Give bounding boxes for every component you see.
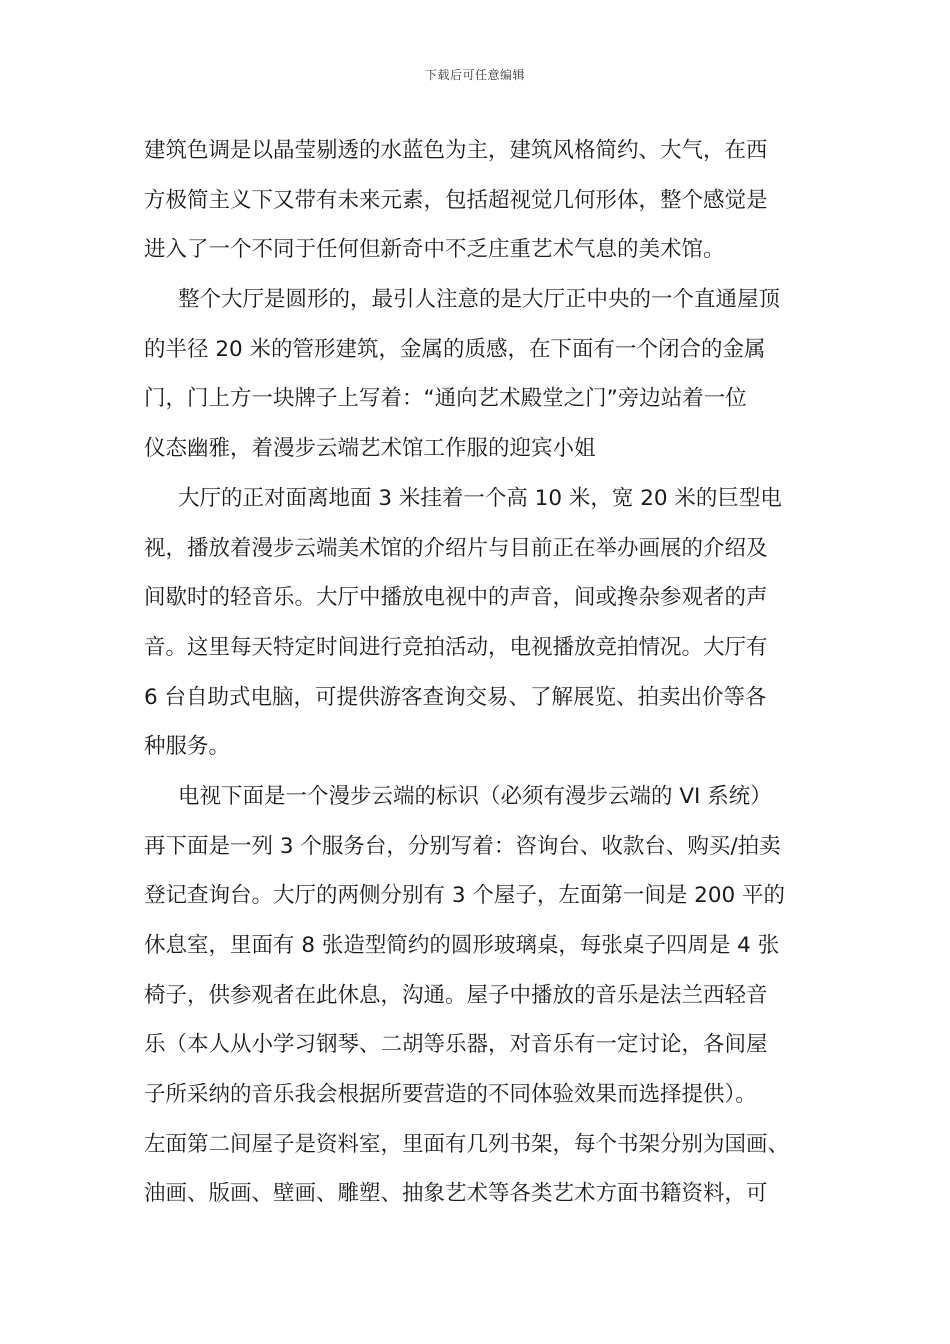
page-header: 下载后可任意编辑: [424, 68, 525, 82]
text-line: 种服务。: [144, 734, 231, 760]
text-line: 大厅的正对面离地面 3 米挂着一个高 10 米，宽 20 米的巨型电: [178, 485, 782, 511]
text-line: 乐（本人从小学习钢琴、二胡等乐器，对音乐有一定讨论，各间屋: [144, 1032, 768, 1058]
text-line: 进入了一个不同于任何但新奇中不乏庄重艺术气息的美术馆。: [144, 237, 725, 263]
text-line: 左面第二间屋子是资料室，里面有几列书架，每个书架分别为国画、: [144, 1131, 790, 1157]
text-line: 再下面是一列 3 个服务台，分别写着：咨询台、收款台、购买/拍卖: [144, 833, 781, 859]
text-line: 音。这里每天特定时间进行竞拍活动，电视播放竞拍情况。大厅有: [144, 634, 768, 660]
text-line: 仪态幽雅，着漫步云端艺术馆工作服的迎宾小姐: [144, 436, 596, 462]
text-line: 子所采纳的音乐我会根据所要营造的不同体验效果而选择提供）。: [144, 1082, 757, 1108]
text-line: 间歇时的轻音乐。大厅中播放电视中的声音，间或搀杂参观者的声: [144, 585, 768, 611]
text-line: 建筑色调是以晶莹剔透的水蓝色为主，建筑风格简约、大气，在西: [144, 138, 768, 163]
text-line: 油画、版画、壁画、雕塑、抽象艺术等各类艺术方面书籍资料，可: [144, 1181, 768, 1207]
text-line: 的半径 20 米的管形建筑，金属的质感，在下面有一个闭合的金属: [144, 336, 766, 362]
text-line: 整个大厅是圆形的，最引人注意的是大厅正中央的一个直通屋顶: [178, 287, 781, 313]
text-line: 休息室，里面有 8 张造型简约的圆形玻璃桌，每张桌子四周是 4 张: [144, 933, 780, 958]
text-line: 电视下面是一个漫步云端的标识（必须有漫步云端的 VI 系统）: [178, 783, 772, 809]
text-line: 登记查询台。大厅的两侧分别有 3 个屋子，左面第一间是 200 平的: [144, 883, 786, 909]
text-line: 方极简主义下又带有未来元素，包括超视觉几何形体，整个感觉是: [144, 187, 768, 213]
text-line: 门，门上方一块牌子上写着：“通向艺术殿堂之门”旁边站着一位: [144, 386, 747, 412]
text-line: 椅子，供参观者在此休息，沟通。屋子中播放的音乐是法兰西轻音: [144, 982, 768, 1008]
text-line: 视，播放着漫步云端美术馆的介绍片与目前正在举办画展的介绍及: [144, 535, 768, 561]
text-line: 6 台自助式电脑，可提供游客查询交易、了解展览、拍卖出价等各: [144, 684, 767, 710]
body-text: [144, 126, 809, 1219]
